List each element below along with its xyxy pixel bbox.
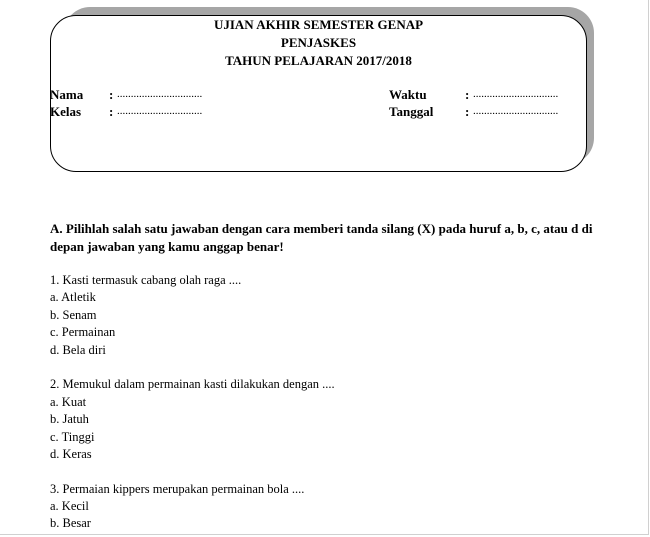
q1-option-d: d. Bela diri <box>50 343 106 357</box>
q2-option-b: b. Jatuh <box>50 412 89 426</box>
kelas-colon: : <box>109 104 114 119</box>
tanggal-label: Tanggal <box>389 104 434 119</box>
waktu-label: Waktu <box>389 87 427 102</box>
kelas-label: Kelas <box>50 104 82 119</box>
question-1: 1. Kasti termasuk cabang olah raga .... <box>50 273 242 287</box>
kelas-blank: ............................... <box>117 105 203 117</box>
nama-label: Nama <box>50 87 84 102</box>
instruction-text: A. Pilihlah salah satu jawaban dengan cara memberi tanda silang (X) pada huruf a, b, c, atau d di depan jawaban yang kamu anggap benar! <box>50 221 593 254</box>
q3-option-a: a. Kecil <box>50 499 89 513</box>
tanggal-colon: : <box>465 104 470 119</box>
q3-option-b: b. Besar <box>50 516 91 530</box>
waktu-colon: : <box>465 87 470 102</box>
question-3: 3. Permaian kippers merupakan permainan bola .... <box>50 482 305 496</box>
q2-option-d: d. Keras <box>50 447 92 461</box>
q2-option-a: a. Kuat <box>50 395 87 409</box>
waktu-blank: ............................... <box>473 88 559 100</box>
exam-year: TAHUN PELAJARAN 2017/2018 <box>225 53 412 68</box>
exam-subject: PENJASKES <box>280 35 357 50</box>
tanggal-blank: ............................... <box>473 105 559 117</box>
q1-option-c: c. Permainan <box>50 325 116 339</box>
q2-option-c: c. Tinggi <box>50 430 95 444</box>
exam-title: UJIAN AKHIR SEMESTER GENAP <box>213 17 424 32</box>
q1-option-b: b. Senam <box>50 308 97 322</box>
nama-blank: ............................... <box>117 88 203 100</box>
nama-colon: : <box>109 87 114 102</box>
question-2: 2. Memukul dalam permainan kasti dilakukan dengan .... <box>50 377 335 391</box>
q1-option-a: a. Atletik <box>50 290 96 304</box>
